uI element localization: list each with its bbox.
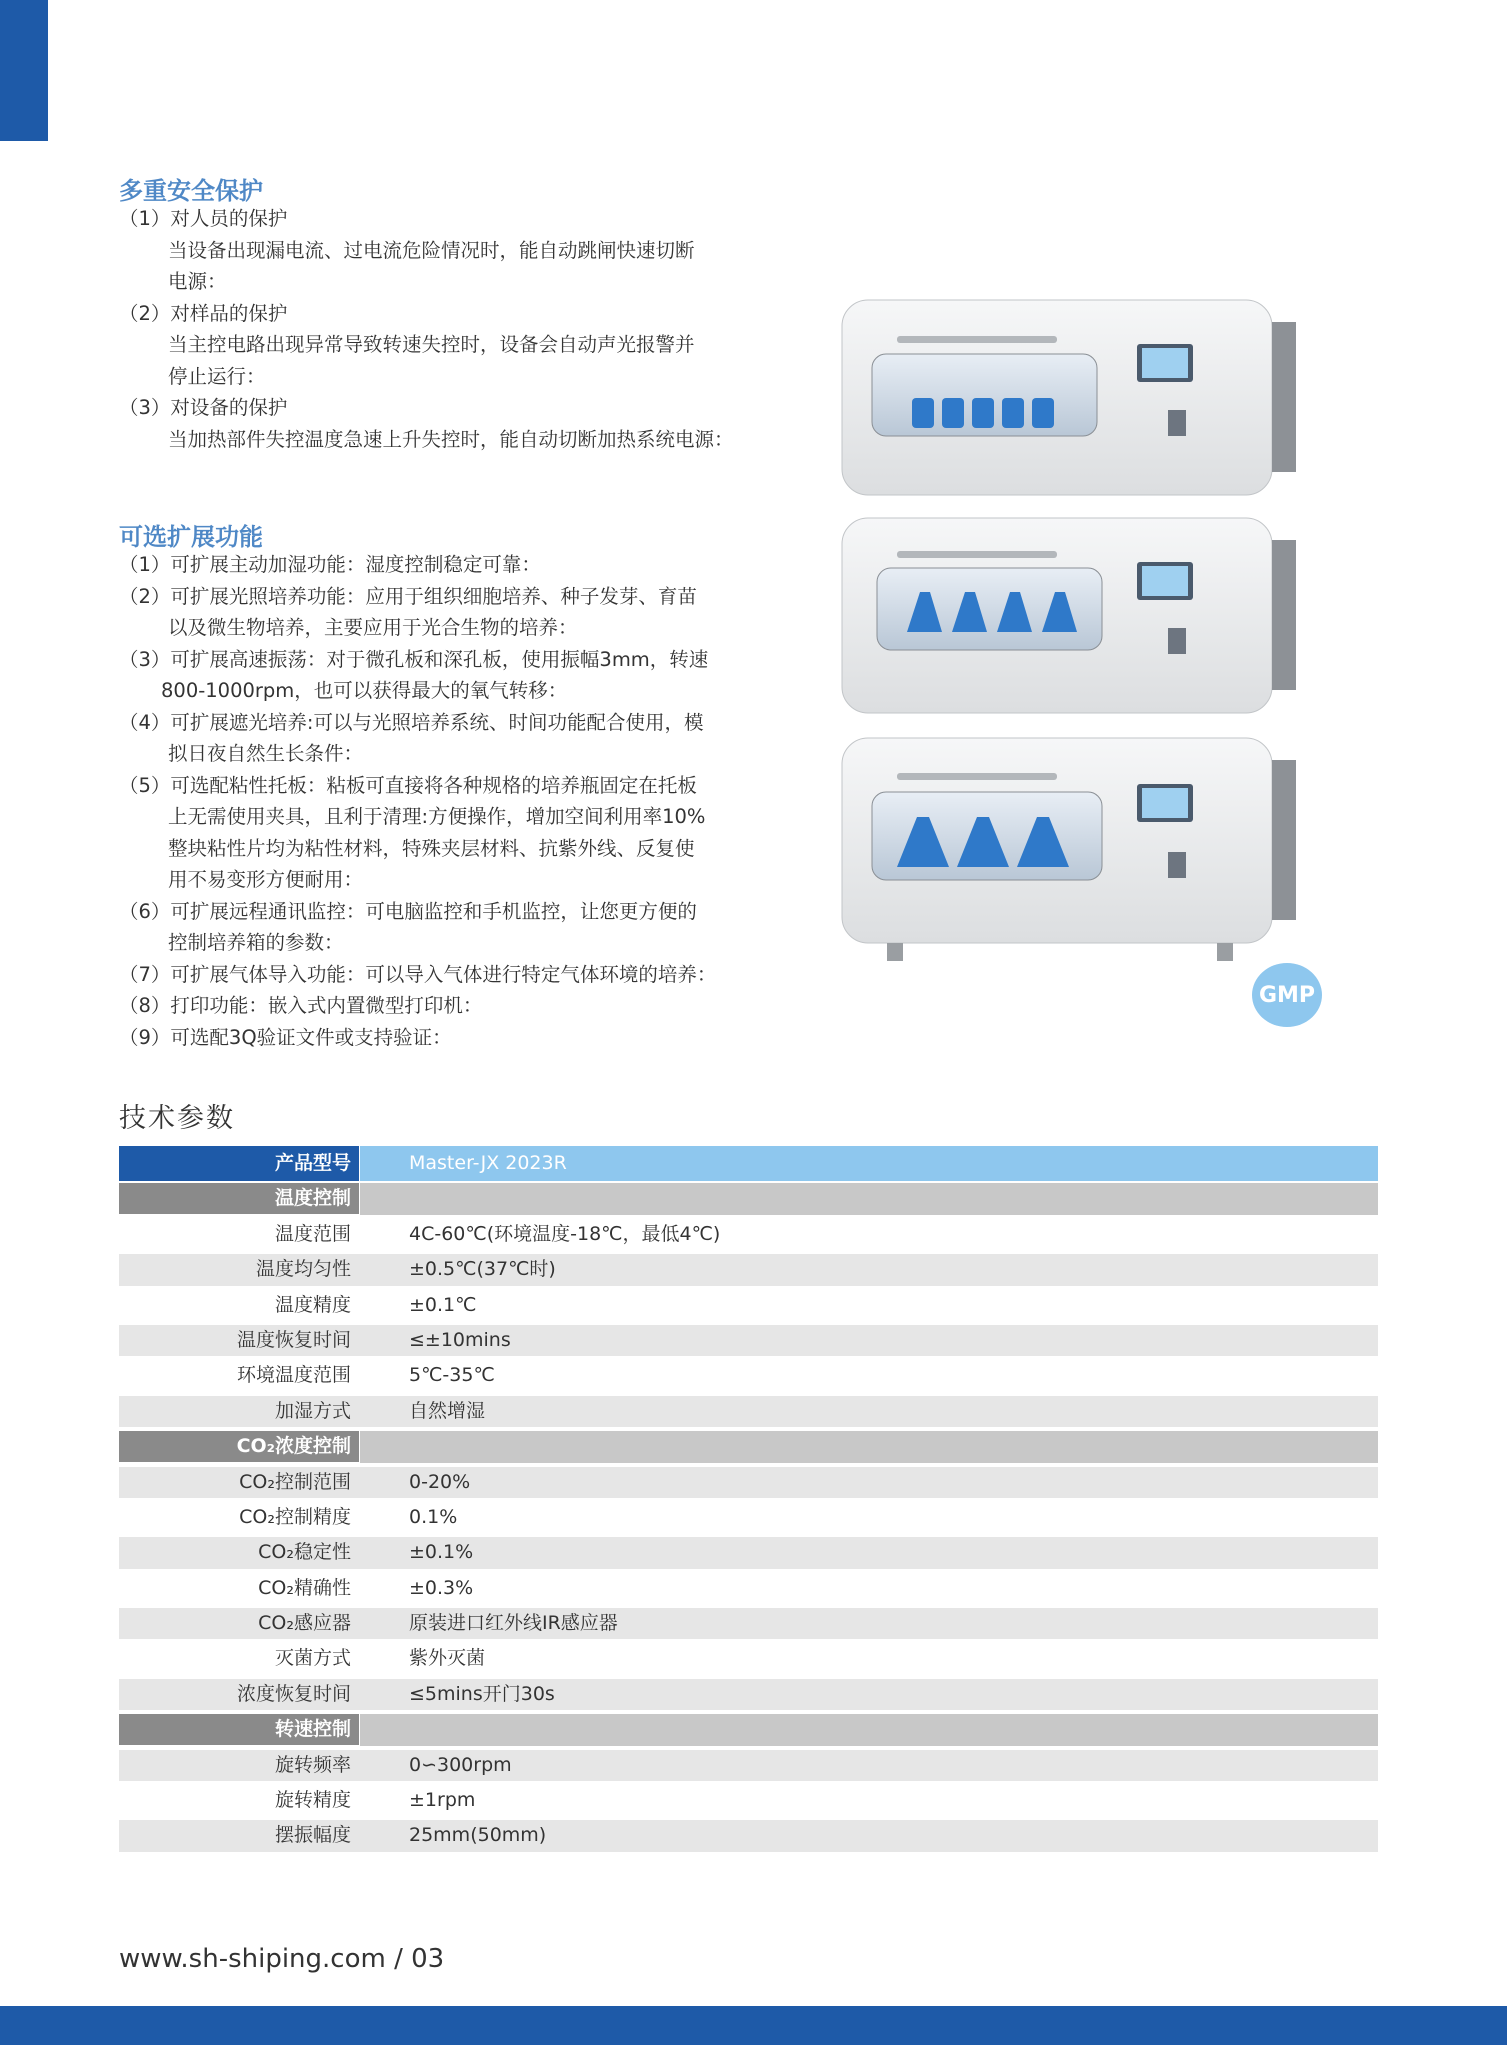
- safety-line: 当主控电路出现异常导致转速失控时，设备会自动声光报警并: [168, 333, 695, 356]
- spec-value: ±0.1%: [409, 1541, 474, 1564]
- spec-value: 自然增湿: [409, 1399, 486, 1422]
- spec-value: ±0.1℃: [409, 1293, 477, 1316]
- safety-line: 当加热部件失控温度急速上升失控时，能自动切断加热系统电源：: [168, 428, 734, 451]
- spec-row: [119, 1641, 1378, 1676]
- spec-label: 温度范围: [274, 1222, 351, 1245]
- option-line: （6）可扩展远程通讯监控：可电脑监控和手机监控，让您更方便的: [119, 900, 697, 923]
- option-line: 用不易变形方便耐用：: [168, 868, 364, 891]
- spec-value: 0.1%: [409, 1505, 458, 1528]
- spec-value: ±0.3%: [409, 1576, 474, 1599]
- safety-line: 电源：: [168, 270, 227, 293]
- spec-label: 温度均匀性: [255, 1258, 351, 1281]
- option-line: 整块粘性片均为粘性材料，特殊夹层材料、抗紫外线、反复使: [168, 837, 695, 860]
- spec-label: CO₂感应器: [258, 1612, 351, 1635]
- option-line: （9）可选配3Q验证文件或支持验证：: [119, 1026, 452, 1049]
- spec-label: CO₂精确性: [258, 1576, 351, 1599]
- spec-row: [119, 1783, 1378, 1818]
- safety-line: （2）对样品的保护: [119, 302, 288, 325]
- safety-line: 当设备出现漏电流、过电流危险情况时，能自动跳闸快速切断: [168, 239, 695, 262]
- option-line: （2）可扩展光照培养功能：应用于组织细胞培养、种子发芽、育苗: [119, 585, 697, 608]
- row-value-background: [360, 1183, 1378, 1214]
- spec-label: 摆振幅度: [274, 1824, 351, 1847]
- spec-value: 25mm(50mm): [409, 1824, 547, 1847]
- spec-value: 原装进口红外线IR感应器: [409, 1612, 618, 1635]
- spec-row: [119, 1606, 1378, 1641]
- spec-label: CO₂控制精度: [239, 1505, 351, 1528]
- spec-row: [119, 1358, 1378, 1393]
- spec-category-row: [119, 1181, 1378, 1216]
- spec-value: ±0.5℃(37℃时): [409, 1258, 556, 1281]
- safety-line: （3）对设备的保护: [119, 396, 288, 419]
- option-line: 拟日夜自然生长条件：: [168, 742, 364, 765]
- incubator-stack-image: [832, 292, 1302, 968]
- option-line: （1）可扩展主动加湿功能：湿度控制稳定可靠：: [119, 553, 541, 576]
- option-line: （7）可扩展气体导入功能：可以导入气体进行特定气体环境的培养：: [119, 963, 717, 986]
- incubator-unit: [842, 738, 1296, 961]
- option-line: （4）可扩展遮光培养:可以与光照培养系统、时间功能配合使用，模: [119, 711, 704, 734]
- spec-label: 转速控制: [119, 1714, 359, 1745]
- row-value-background: [360, 1714, 1378, 1745]
- spec-label: 温度恢复时间: [236, 1328, 351, 1351]
- spec-row: [119, 1252, 1378, 1287]
- spec-label: 温度精度: [274, 1293, 351, 1316]
- spec-table: [119, 1146, 1378, 1854]
- spec-value: ≤±10mins: [409, 1328, 511, 1351]
- spec-value: 5℃-35℃: [409, 1364, 495, 1387]
- spec-value: 0-20%: [409, 1470, 471, 1493]
- spec-label: 温度控制: [119, 1183, 359, 1214]
- spec-row: [119, 1748, 1378, 1783]
- options-section-title: 可选扩展功能: [119, 523, 263, 551]
- option-line: 上无需使用夹具，且利于清理:方便操作，增加空间利用率10%: [168, 805, 706, 828]
- option-line: （3）可扩展高速振荡：对于微孔板和深孔板，使用振幅3mm，转速: [119, 648, 709, 671]
- spec-value: 4C-60℃(环境温度-18℃，最低4℃): [409, 1222, 721, 1245]
- spec-label: 环境温度范围: [236, 1364, 351, 1387]
- spec-header-row: [119, 1146, 1378, 1181]
- footer-url: www.sh-shiping.com / 03: [119, 1944, 445, 1974]
- option-line: 控制培养箱的参数：: [168, 931, 344, 954]
- spec-value: ±1rpm: [409, 1789, 476, 1812]
- spec-row: [119, 1394, 1378, 1429]
- spec-value: 紫外灭菌: [409, 1647, 486, 1670]
- spec-value: Master-JX 2023R: [409, 1152, 567, 1174]
- spec-value: 0∽300rpm: [409, 1753, 512, 1776]
- spec-category-row: [119, 1429, 1378, 1464]
- safety-line: （1）对人员的保护: [119, 207, 288, 230]
- spec-row: [119, 1288, 1378, 1323]
- spec-row: [119, 1323, 1378, 1358]
- option-line: （5）可选配粘性托板：粘板可直接将各种规格的培养瓶固定在托板: [119, 774, 697, 797]
- spec-label: 旋转精度: [274, 1789, 351, 1812]
- spec-label: 旋转频率: [274, 1753, 351, 1776]
- spec-category-row: [119, 1712, 1378, 1747]
- corner-accent-bar: [0, 0, 48, 141]
- spec-row: [119, 1571, 1378, 1606]
- spec-label: CO₂稳定性: [258, 1541, 351, 1564]
- spec-row: [119, 1217, 1378, 1252]
- spec-row: [119, 1535, 1378, 1570]
- spec-label: 浓度恢复时间: [236, 1682, 351, 1705]
- spec-row: [119, 1677, 1378, 1712]
- safety-section-title: 多重安全保护: [119, 177, 263, 205]
- bottom-accent-bar: [0, 2006, 1507, 2045]
- gmp-badge: GMP: [1252, 963, 1322, 1027]
- spec-row: [119, 1500, 1378, 1535]
- option-line: 以及微生物培养，主要应用于光合生物的培养：: [168, 616, 578, 639]
- spec-row: [119, 1818, 1378, 1853]
- spec-label: 加湿方式: [274, 1399, 351, 1422]
- row-value-background: [360, 1431, 1378, 1462]
- spec-label: 灭菌方式: [274, 1647, 351, 1670]
- specs-title: 技术参数: [119, 1103, 235, 1134]
- incubator-unit: [842, 518, 1296, 713]
- safety-line: 停止运行：: [168, 365, 266, 388]
- spec-value: ≤5mins开门30s: [409, 1682, 555, 1705]
- spec-label: CO₂浓度控制: [119, 1431, 359, 1462]
- option-line: 800-1000rpm，也可以获得最大的氧气转移：: [161, 679, 568, 702]
- spec-row: [119, 1465, 1378, 1500]
- option-line: （8）打印功能：嵌入式内置微型打印机：: [119, 994, 483, 1017]
- spec-label: 产品型号: [119, 1146, 359, 1181]
- incubator-unit: [842, 300, 1296, 495]
- spec-label: CO₂控制范围: [239, 1470, 351, 1493]
